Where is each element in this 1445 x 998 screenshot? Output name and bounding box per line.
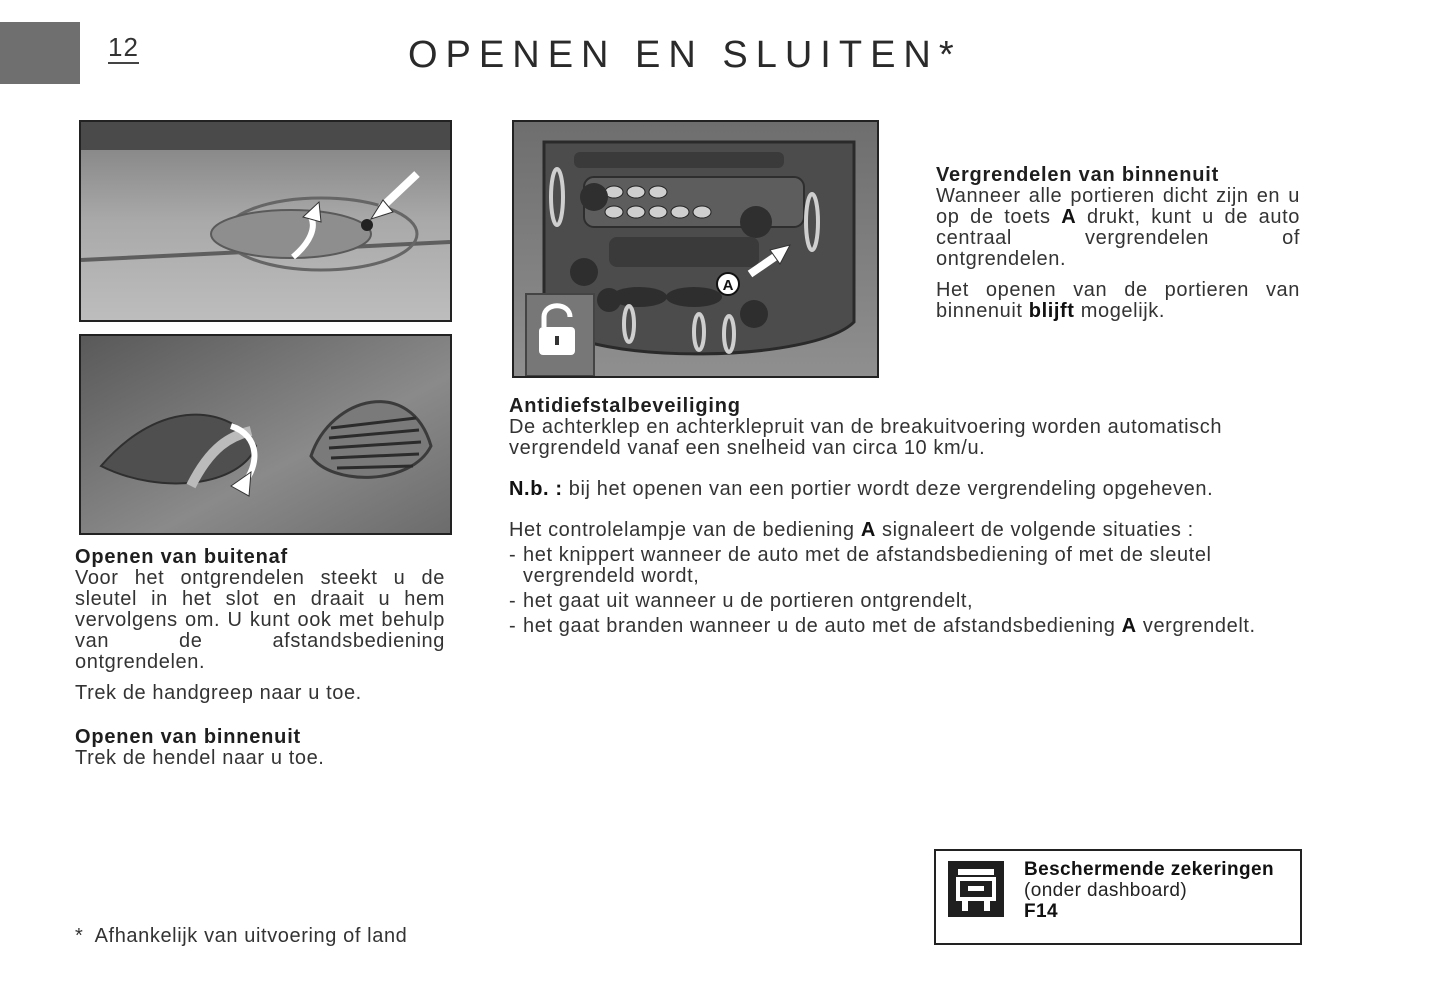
list-item: - het knippert wanneer de auto met de afstandsbediening of met de sleutel vergrendeld wordt, <box>509 545 1302 587</box>
list-item: - het gaat branden wanneer u de auto met de afstandsbediening A vergrendelt. <box>509 616 1302 637</box>
indicator-intro: Het controlelampje van de bediening A signaleert de volgende situaties : <box>509 519 1194 541</box>
button-a-marker: A <box>722 277 734 294</box>
antitheft-paragraph: De achterklep en achterklepruit van de breakuitvoering worden automatisch vergrendeld vanaf een snelheid van circa 10 km/u. <box>509 416 1223 459</box>
fuse-box-icon <box>948 861 1004 917</box>
antitheft-heading: Antidiefstalbeveiliging <box>509 395 741 417</box>
lock-inside-paragraph-1: Wanneer alle portieren dicht zijn en u op de toets A drukt, kunt u de auto centraal vergrendelen of ontgrendelen. <box>936 185 1300 270</box>
open-inside-heading: Openen van binnenuit <box>75 726 302 748</box>
open-outside-heading: Openen van buitenaf <box>75 546 289 568</box>
lock-inside-section <box>936 165 1300 322</box>
page-tab-marker <box>0 22 80 84</box>
fuse-box-code: F14 <box>1024 901 1058 922</box>
open-outside-paragraph-2: Trek de handgreep naar u toe. <box>75 682 362 704</box>
fuse-box-callout <box>934 849 1302 945</box>
antitheft-note: N.b. : bij het openen van een portier wordt deze vergrendeling opgeheven. <box>509 478 1214 500</box>
page-title: OPENEN EN SLUITEN* <box>408 34 962 76</box>
open-inside-section <box>75 727 445 769</box>
indicator-list <box>509 545 1302 637</box>
door-exterior-photo <box>79 120 452 322</box>
open-inside-paragraph: Trek de hendel naar u toe. <box>75 747 325 769</box>
page-number: 12 <box>108 32 139 62</box>
fuse-box-title: Beschermende zekeringen <box>1024 859 1274 880</box>
door-interior-photo <box>79 334 452 535</box>
lock-inside-paragraph-2: Het openen van de portieren van binnenuit blijft mogelijk. <box>936 279 1300 322</box>
footnote: * Afhankelijk van uitvoering of land <box>75 925 408 947</box>
list-item: - het gaat uit wanneer u de portieren ontgrendelt, <box>509 591 1302 612</box>
open-outside-section <box>75 547 445 704</box>
lock-inside-heading: Vergrendelen van binnenuit <box>936 164 1220 186</box>
antitheft-section <box>509 396 1302 637</box>
fuse-box-location: (onder dashboard) <box>1024 880 1188 901</box>
radio-console-photo <box>512 120 879 378</box>
open-outside-paragraph-1: Voor het ontgrendelen steekt u de sleutel in het slot en draait u hem vervolgens om. U kunt ook met behulp van de afstandsbediening ontgrendelen. <box>75 567 445 673</box>
fuse-box-text <box>1024 859 1274 922</box>
